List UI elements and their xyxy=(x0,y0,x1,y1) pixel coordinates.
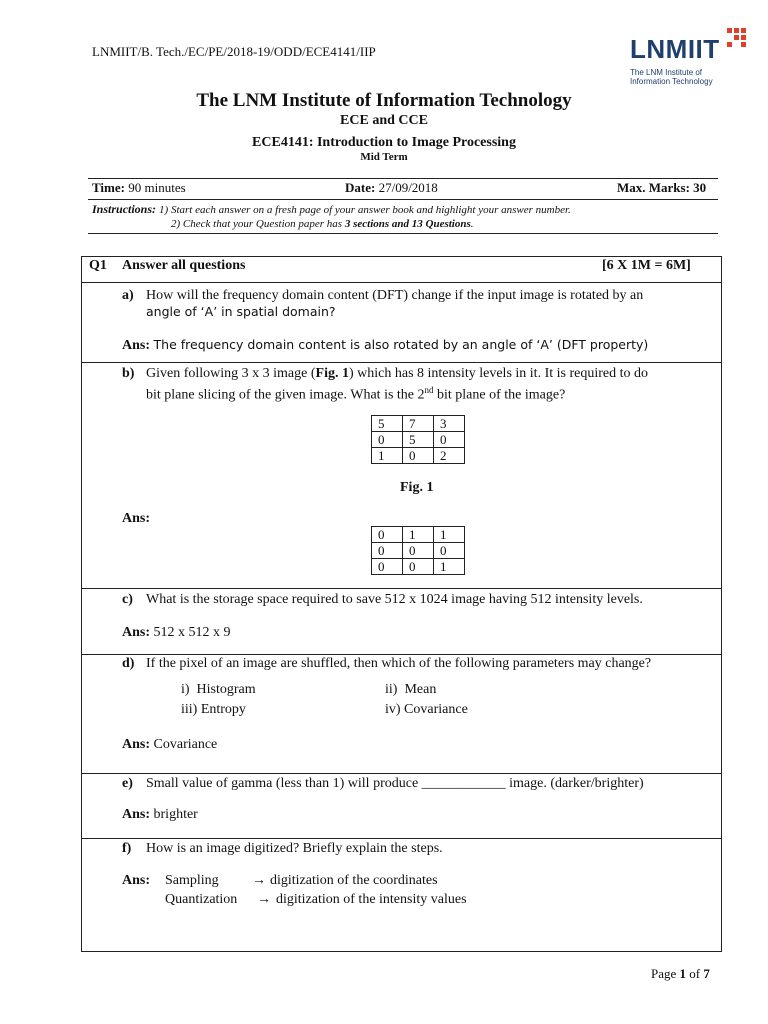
part-d-question: If the pixel of an image are shuffled, then which of the following parameters may change? xyxy=(146,656,652,671)
option-3: iii) Entropy xyxy=(181,702,246,717)
part-f-answer-label: Ans: xyxy=(122,873,151,888)
row-divider xyxy=(81,588,722,589)
option-2: ii) Mean xyxy=(385,682,437,697)
question-number: Q1 xyxy=(89,258,107,273)
part-a-question-line1: How will the frequency domain content (DFT) change if the input image is rotated by an xyxy=(146,288,644,303)
part-b-answer-label: Ans: xyxy=(122,511,151,526)
row-divider xyxy=(81,773,722,774)
max-marks: Max. Marks: 30 xyxy=(617,180,707,195)
row-divider xyxy=(81,838,722,839)
part-b-question-line2: bit plane slicing of the given image. What is the 2nd bit plane of the image? xyxy=(146,385,566,403)
document-reference: LNMIIT/B. Tech./EC/PE/2018-19/ODD/ECE4141/IIP xyxy=(92,44,376,59)
question-title: Answer all questions xyxy=(122,258,246,273)
divider xyxy=(88,199,718,200)
part-f-letter: f) xyxy=(122,841,132,856)
bit-plane-matrix xyxy=(371,526,465,575)
option-4: iv) Covariance xyxy=(385,702,468,717)
part-b-question-line1: Given following 3 x 3 image (Fig. 1) which has 8 intensity levels in it. It is required to do xyxy=(146,366,648,381)
input-image-matrix xyxy=(371,415,465,464)
part-e-answer: Ans: brighter xyxy=(122,807,198,822)
row-divider xyxy=(81,362,722,363)
arrow-right-icon: → xyxy=(252,873,266,888)
divider xyxy=(88,233,718,234)
part-d-answer: Ans: Covariance xyxy=(122,737,218,752)
step-sampling: Sampling xyxy=(165,873,219,888)
logo-subtitle: The LNM Institute of Information Technology xyxy=(630,68,713,86)
arrow-right-icon: → xyxy=(257,892,271,907)
matrix-row: 0 0 1 xyxy=(372,559,465,575)
department: ECE and CCE xyxy=(340,113,428,128)
option-1: i) Histogram xyxy=(181,682,256,697)
part-d-letter: d) xyxy=(122,656,135,671)
course-title: ECE4141: Introduction to Image Processing xyxy=(252,135,516,150)
exam-type: Mid Term xyxy=(360,151,408,163)
part-f-question: How is an image digitized? Briefly explain the steps. xyxy=(146,841,443,856)
matrix-row: 0 0 0 xyxy=(372,543,465,559)
institute-title: The LNM Institute of Information Technology xyxy=(196,90,572,111)
instructions: Instructions: 1) Start each answer on a fresh page of your answer book and highlight your answer number. xyxy=(92,202,571,216)
part-a-letter: a) xyxy=(122,288,134,303)
page-number: Page 1 of 7 xyxy=(651,966,710,981)
part-c-answer: Ans: 512 x 512 x 9 xyxy=(122,625,231,640)
step-quantization: Quantization xyxy=(165,892,238,907)
part-e-letter: e) xyxy=(122,776,133,791)
matrix-row: 0 5 0 xyxy=(372,432,465,448)
logo-wordmark: LNMIIT xyxy=(630,34,720,64)
instruction-1: 1) Start each answer on a fresh page of your answer book and highlight your answer number. xyxy=(159,204,571,216)
instruction-2: 2) Check that your Question paper has 3 sections and 13 Questions. xyxy=(171,218,474,230)
part-c-question: What is the storage space required to save 512 x 1024 image having 512 intensity levels. xyxy=(146,592,643,607)
step-quantization-desc: digitization of the intensity values xyxy=(276,892,467,907)
matrix-row: 0 1 1 xyxy=(372,527,465,543)
lnmiit-logo xyxy=(630,28,750,92)
divider xyxy=(88,178,718,179)
part-a-answer: Ans: The frequency domain content is also rotated by an angle of ‘A’ (DFT property) xyxy=(122,337,649,353)
part-c-letter: c) xyxy=(122,592,133,607)
time-info: Time: 90 minutes xyxy=(92,180,186,195)
part-a-question-line2: angle of ‘A’ in spatial domain? xyxy=(146,304,336,319)
step-sampling-desc: digitization of the coordinates xyxy=(270,873,438,888)
question-marks: [6 X 1M = 6M] xyxy=(602,258,691,273)
part-e-question: Small value of gamma (less than 1) will produce ____________ image. (darker/brighter) xyxy=(146,776,644,791)
part-b-letter: b) xyxy=(122,366,135,381)
matrix-row: 5 7 3 xyxy=(372,416,465,432)
row-divider xyxy=(81,282,722,283)
figure-caption: Fig. 1 xyxy=(400,480,434,495)
matrix-row: 1 0 2 xyxy=(372,448,465,464)
date-info: Date: 27/09/2018 xyxy=(345,180,438,195)
